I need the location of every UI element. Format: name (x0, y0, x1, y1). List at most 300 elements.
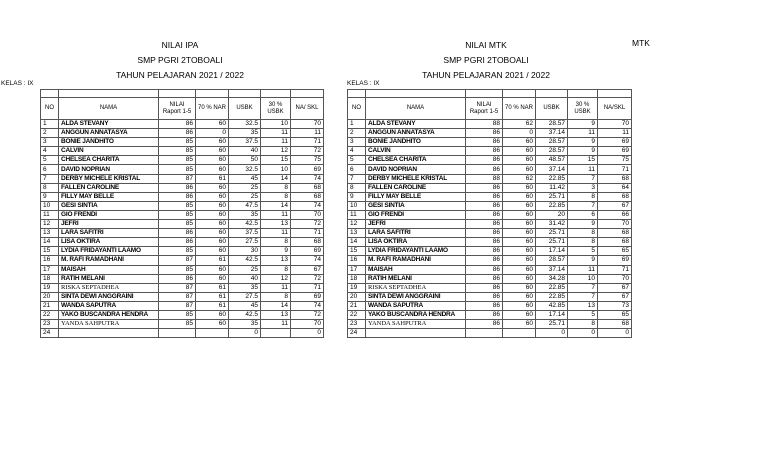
table-row (41, 247, 324, 256)
row-number-cell: 9 (41, 192, 59, 201)
row-number-cell: 5 (41, 156, 59, 165)
score-cell: 11 (261, 229, 291, 238)
table-row (41, 120, 324, 129)
score-cell: 11 (598, 129, 632, 138)
row-number-cell: 10 (348, 201, 366, 210)
score-cell: 60 (503, 247, 536, 256)
row-number-cell: 21 (41, 301, 59, 310)
row-number-cell: 7 (348, 174, 366, 183)
spacer-cell (598, 90, 632, 98)
score-cell: 69 (291, 165, 324, 174)
student-name-cell: GESI SINTIA (366, 201, 466, 210)
student-name-cell: JEFRI (59, 220, 159, 229)
column-header: NAMA (59, 98, 159, 120)
student-name-cell: CHELSEA CHARITA (366, 156, 466, 165)
score-cell: 60 (196, 265, 229, 274)
score-cell: 86 (466, 292, 503, 301)
score-cell: 37.14 (536, 165, 568, 174)
score-cell: 37.14 (536, 265, 568, 274)
row-number-cell: 22 (348, 310, 366, 319)
row-number-cell: 16 (348, 256, 366, 265)
score-cell: 69 (291, 292, 324, 301)
student-name-cell: ANGGUN ANNATASYA (59, 129, 159, 138)
column-header: NILAI Raport 1-5 (466, 98, 503, 120)
score-cell: 60 (196, 201, 229, 210)
student-name-cell: LISA OKTIRA (366, 238, 466, 247)
spacer-cell (466, 90, 503, 98)
score-cell: 86 (466, 274, 503, 283)
spacer-cell (366, 90, 466, 98)
mtk-header (406, 38, 566, 83)
score-cell: 86 (159, 229, 196, 238)
table-row (41, 165, 324, 174)
row-number-cell: 13 (348, 229, 366, 238)
score-cell: 42.5 (229, 220, 261, 229)
column-header: 30 % USBK (568, 98, 598, 120)
score-cell: 60 (503, 310, 536, 319)
score-cell: 68 (598, 174, 632, 183)
table-row (41, 238, 324, 247)
spacer-cell (196, 90, 229, 98)
score-cell: 86 (466, 320, 503, 329)
table-row (348, 283, 632, 292)
row-number-cell: 16 (41, 256, 59, 265)
column-header: NA/SKL (598, 98, 632, 120)
student-name-cell: LYDIA FRIDAYANTI LAAMO (366, 247, 466, 256)
table-row (41, 265, 324, 274)
score-cell: 68 (598, 229, 632, 238)
score-cell: 17.14 (536, 247, 568, 256)
score-cell: 9 (568, 147, 598, 156)
score-cell: 86 (159, 129, 196, 138)
score-cell (466, 329, 503, 338)
spacer-cell (229, 90, 261, 98)
score-cell: 8 (261, 238, 291, 247)
student-name-cell: BONIE JANDHITO (59, 138, 159, 147)
table-row (41, 147, 324, 156)
score-cell: 15 (568, 156, 598, 165)
score-cell: 15 (261, 156, 291, 165)
table-row (348, 247, 632, 256)
row-number-cell: 24 (348, 329, 366, 338)
score-cell: 13 (568, 301, 598, 310)
student-name-cell (366, 329, 466, 338)
score-cell: 61 (196, 283, 229, 292)
score-cell: 25.71 (536, 229, 568, 238)
score-cell: 9 (568, 220, 598, 229)
score-cell: 85 (159, 265, 196, 274)
spacer-cell (159, 90, 196, 98)
score-cell: 11 (568, 265, 598, 274)
table-row (348, 201, 632, 210)
score-cell: 61 (196, 174, 229, 183)
score-cell: 8 (568, 229, 598, 238)
score-cell: 86 (466, 129, 503, 138)
score-cell: 32.5 (229, 165, 261, 174)
table-row (41, 256, 324, 265)
score-cell: 86 (466, 229, 503, 238)
table-row (348, 229, 632, 238)
mtk-grade-table (347, 89, 632, 338)
score-cell: 72 (291, 274, 324, 283)
score-cell: 8 (261, 183, 291, 192)
table-row (348, 147, 632, 156)
row-number-cell: 19 (41, 283, 59, 292)
table-row (348, 329, 632, 338)
score-cell: 68 (598, 320, 632, 329)
spacer-cell (568, 90, 598, 98)
score-cell: 10 (261, 120, 291, 129)
score-cell: 86 (466, 310, 503, 319)
row-number-cell: 6 (348, 165, 366, 174)
table-row (348, 210, 632, 219)
score-cell: 5 (568, 247, 598, 256)
score-cell: 60 (503, 147, 536, 156)
score-cell: 85 (159, 147, 196, 156)
score-cell: 62 (503, 174, 536, 183)
student-name-cell: WANDA SAPUTRA (59, 301, 159, 310)
score-cell: 87 (159, 301, 196, 310)
score-cell: 74 (291, 201, 324, 210)
score-cell: 68 (598, 192, 632, 201)
table-row (41, 320, 324, 329)
table-row (41, 183, 324, 192)
student-name-cell: MAISAH (59, 265, 159, 274)
row-number-cell: 4 (348, 147, 366, 156)
student-name-cell: ALDA STEVANY (366, 120, 466, 129)
student-name-cell: FILLY MAY BELLE (366, 192, 466, 201)
score-cell: 25.71 (536, 320, 568, 329)
score-cell: 86 (466, 283, 503, 292)
column-header: NILAI Raport 1-5 (159, 98, 196, 120)
score-cell: 88 (466, 120, 503, 129)
score-cell: 60 (503, 274, 536, 283)
row-number-cell: 18 (348, 274, 366, 283)
table-row (41, 129, 324, 138)
score-cell: 67 (598, 283, 632, 292)
spacer-cell (536, 90, 568, 98)
score-cell: 10 (261, 165, 291, 174)
score-cell: 73 (598, 301, 632, 310)
row-number-cell: 12 (41, 220, 59, 229)
score-cell: 86 (466, 165, 503, 174)
row-number-cell: 13 (41, 229, 59, 238)
row-number-cell: 23 (348, 320, 366, 329)
row-number-cell: 23 (41, 320, 59, 329)
score-cell: 60 (503, 238, 536, 247)
score-cell: 60 (196, 147, 229, 156)
score-cell: 14 (261, 301, 291, 310)
score-cell: 60 (196, 165, 229, 174)
table-row (41, 174, 324, 183)
score-cell: 60 (503, 229, 536, 238)
score-cell: 8 (568, 192, 598, 201)
score-cell: 85 (159, 201, 196, 210)
row-number-cell: 11 (348, 210, 366, 219)
student-name-cell: FALLEN CAROLINE (366, 183, 466, 192)
score-cell: 60 (503, 183, 536, 192)
score-cell: 65 (598, 310, 632, 319)
row-number-cell: 14 (41, 238, 59, 247)
score-cell: 60 (503, 265, 536, 274)
score-cell: 9 (568, 120, 598, 129)
score-cell: 74 (291, 174, 324, 183)
row-number-cell: 11 (41, 210, 59, 219)
column-header: NA/ SKL (291, 98, 324, 120)
score-cell: 47.5 (229, 201, 261, 210)
score-cell: 7 (568, 292, 598, 301)
score-cell: 60 (503, 256, 536, 265)
score-cell: 86 (159, 238, 196, 247)
score-cell: 70 (291, 120, 324, 129)
row-number-cell: 8 (41, 183, 59, 192)
score-cell: 28.57 (536, 138, 568, 147)
score-cell: 60 (503, 283, 536, 292)
score-cell: 85 (159, 210, 196, 219)
score-cell: 60 (503, 210, 536, 219)
column-header: 30 % USBK (261, 98, 291, 120)
score-cell: 66 (598, 210, 632, 219)
score-cell: 28.57 (536, 256, 568, 265)
table-row (348, 292, 632, 301)
row-number-cell: 17 (348, 265, 366, 274)
score-cell: 60 (196, 156, 229, 165)
column-header: USBK (229, 98, 261, 120)
score-cell: 86 (466, 210, 503, 219)
score-cell: 35 (229, 129, 261, 138)
score-cell: 28.57 (536, 120, 568, 129)
column-header: NO (348, 98, 366, 120)
table-row (348, 256, 632, 265)
score-cell: 72 (291, 220, 324, 229)
score-cell: 25.71 (536, 238, 568, 247)
student-name-cell: YAKO BUSCANDRA HENDRA (59, 310, 159, 319)
score-cell: 25 (229, 183, 261, 192)
table-row (348, 120, 632, 129)
mtk-title: NILAI MTK (465, 40, 507, 50)
table-row (348, 129, 632, 138)
score-cell: 7 (568, 283, 598, 292)
score-cell: 72 (291, 310, 324, 319)
score-cell: 13 (261, 256, 291, 265)
score-cell: 85 (159, 247, 196, 256)
score-cell: 28.57 (536, 147, 568, 156)
score-cell: 85 (159, 138, 196, 147)
score-cell: 8 (261, 265, 291, 274)
table-row (41, 138, 324, 147)
score-cell: 25 (229, 192, 261, 201)
score-cell: 11.42 (536, 183, 568, 192)
table-row (348, 301, 632, 310)
score-cell: 71 (291, 229, 324, 238)
score-cell: 85 (159, 156, 196, 165)
score-cell: 9 (568, 138, 598, 147)
table-spacer-row (348, 90, 632, 98)
spacer-cell (503, 90, 536, 98)
student-name-cell: M. RAFI RAMADHANI (366, 256, 466, 265)
score-cell: 86 (466, 138, 503, 147)
mtk-school: SMP PGRI 2TOBOALI (443, 55, 529, 65)
ipa-grade-table (40, 89, 324, 338)
score-cell: 88 (466, 174, 503, 183)
score-cell: 86 (466, 247, 503, 256)
score-cell: 45 (229, 301, 261, 310)
table-row (348, 138, 632, 147)
score-cell: 0 (196, 129, 229, 138)
row-number-cell: 19 (348, 283, 366, 292)
score-cell: 85 (159, 220, 196, 229)
table-header-row (41, 98, 324, 120)
row-number-cell: 3 (41, 138, 59, 147)
score-cell: 11 (261, 129, 291, 138)
student-name-cell: RATIH MELANI (59, 274, 159, 283)
score-cell: 60 (196, 274, 229, 283)
score-cell: 60 (196, 320, 229, 329)
student-name-cell: MAISAH (366, 265, 466, 274)
score-cell: 14 (261, 174, 291, 183)
table-row (41, 301, 324, 310)
score-cell: 86 (466, 192, 503, 201)
score-cell: 75 (291, 156, 324, 165)
score-cell: 86 (466, 238, 503, 247)
score-cell: 7 (568, 201, 598, 210)
score-cell: 86 (159, 192, 196, 201)
score-cell: 86 (159, 274, 196, 283)
table-row (348, 156, 632, 165)
table-row (348, 174, 632, 183)
score-cell: 87 (159, 174, 196, 183)
student-name-cell: DERBY MICHELE KRISTAL (59, 174, 159, 183)
score-cell: 17.14 (536, 310, 568, 319)
score-cell: 60 (196, 247, 229, 256)
score-cell: 60 (196, 192, 229, 201)
table-header-row (348, 98, 632, 120)
score-cell: 37.14 (536, 129, 568, 138)
score-cell: 37.5 (229, 138, 261, 147)
score-cell: 31.42 (536, 220, 568, 229)
score-cell: 67 (598, 292, 632, 301)
score-cell: 0 (503, 129, 536, 138)
score-cell: 50 (229, 156, 261, 165)
student-name-cell: GIO FRENDI (59, 210, 159, 219)
score-cell: 71 (291, 138, 324, 147)
student-name-cell: M. RAFI RAMADHANI (59, 256, 159, 265)
score-cell: 6 (568, 210, 598, 219)
column-header: NO (41, 98, 59, 120)
score-cell: 8 (261, 292, 291, 301)
student-name-cell: GESI SINTIA (59, 201, 159, 210)
table-row (41, 210, 324, 219)
student-name-cell: ALDA STEVANY (59, 120, 159, 129)
score-cell: 68 (598, 238, 632, 247)
score-cell: 34.28 (536, 274, 568, 283)
score-cell: 65 (598, 247, 632, 256)
score-cell: 0 (229, 329, 261, 338)
score-cell: 22.85 (536, 174, 568, 183)
row-number-cell: 3 (348, 138, 366, 147)
student-name-cell: DAVID NOPRIAN (366, 165, 466, 174)
score-cell: 14 (261, 201, 291, 210)
student-name-cell: RATIH MELANI (366, 274, 466, 283)
ipa-title: NILAI IPA (161, 40, 199, 50)
row-number-cell: 2 (41, 129, 59, 138)
row-number-cell: 20 (41, 292, 59, 301)
score-cell: 64 (598, 183, 632, 192)
table-row (41, 220, 324, 229)
table-row (348, 265, 632, 274)
table-row (41, 229, 324, 238)
student-name-cell: RISKA SEPTADHEA (59, 283, 159, 292)
student-name-cell: SINTA DEWI ANGGRAINI (59, 292, 159, 301)
mtk-kelas: KELAS : IX (347, 80, 380, 87)
score-cell: 11 (291, 129, 324, 138)
row-number-cell: 21 (348, 301, 366, 310)
score-cell (196, 329, 229, 338)
score-cell: 70 (598, 274, 632, 283)
score-cell (503, 329, 536, 338)
student-name-cell: JEFRI (366, 220, 466, 229)
score-cell: 87 (159, 283, 196, 292)
ipa-kelas: KELAS : IX (1, 80, 34, 87)
row-number-cell: 18 (41, 274, 59, 283)
score-cell: 5 (568, 310, 598, 319)
score-cell: 7 (568, 174, 598, 183)
score-cell: 86 (466, 147, 503, 156)
score-cell: 11 (568, 129, 598, 138)
score-cell: 86 (466, 301, 503, 310)
student-name-cell: LISA OKTIRA (59, 238, 159, 247)
score-cell: 69 (598, 138, 632, 147)
score-cell: 68 (291, 192, 324, 201)
score-cell: 60 (196, 210, 229, 219)
student-name-cell: DAVID NOPRIAN (59, 165, 159, 174)
score-cell: 32.5 (229, 120, 261, 129)
table-row (348, 165, 632, 174)
score-cell: 61 (196, 256, 229, 265)
score-cell: 11 (261, 210, 291, 219)
student-name-cell: FALLEN CAROLINE (59, 183, 159, 192)
score-cell: 11 (261, 283, 291, 292)
score-cell: 67 (598, 201, 632, 210)
student-name-cell: LYDIA FRIDAYANTI LAAMO (59, 247, 159, 256)
score-cell: 74 (291, 256, 324, 265)
score-cell: 85 (159, 310, 196, 319)
score-cell: 86 (466, 265, 503, 274)
student-name-cell (59, 329, 159, 338)
column-header: 70 % NAR (503, 98, 536, 120)
score-cell: 60 (503, 320, 536, 329)
score-cell: 60 (196, 310, 229, 319)
student-name-cell: CALVIN (59, 147, 159, 156)
student-name-cell: WANDA SAPUTRA (366, 301, 466, 310)
row-number-cell: 4 (41, 147, 59, 156)
score-cell: 68 (291, 238, 324, 247)
row-number-cell: 24 (41, 329, 59, 338)
score-cell: 68 (291, 183, 324, 192)
table-row (348, 310, 632, 319)
student-name-cell: YANDA SAHPUTRA (59, 320, 159, 329)
score-cell: 86 (466, 183, 503, 192)
score-cell: 60 (503, 138, 536, 147)
score-cell: 70 (291, 320, 324, 329)
score-cell: 0 (291, 329, 324, 338)
score-cell: 60 (503, 165, 536, 174)
row-number-cell: 8 (348, 183, 366, 192)
student-name-cell: CHELSEA CHARITA (59, 156, 159, 165)
score-cell: 40 (229, 147, 261, 156)
table-row (348, 274, 632, 283)
score-cell: 71 (291, 283, 324, 292)
